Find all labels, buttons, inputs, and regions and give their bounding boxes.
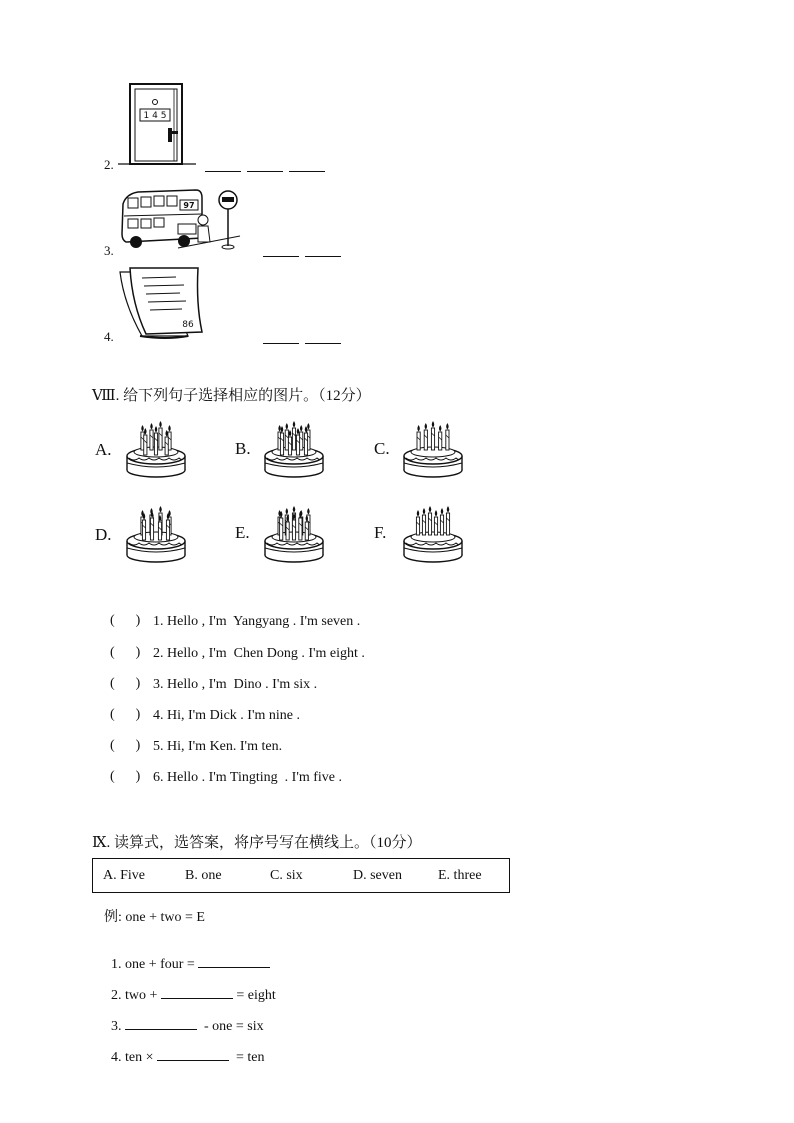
candle-flame xyxy=(417,425,420,432)
answer-blank[interactable] xyxy=(205,171,241,172)
candle-flame xyxy=(432,421,435,428)
candle xyxy=(446,513,449,535)
equation-1: 1. one + four = xyxy=(104,937,270,973)
equation-answer-blank[interactable] xyxy=(157,1046,229,1061)
candle-flame xyxy=(286,423,289,430)
candle-flame xyxy=(307,508,310,515)
candle xyxy=(296,435,299,455)
candle xyxy=(292,520,295,540)
candle xyxy=(165,437,168,455)
answer-blank[interactable] xyxy=(305,343,341,344)
candle xyxy=(159,428,162,450)
candle xyxy=(422,515,425,535)
example-equation: 例: one + two = E xyxy=(104,910,205,925)
candle xyxy=(446,430,449,450)
candle xyxy=(431,428,434,450)
equation-answer-blank[interactable] xyxy=(198,953,270,968)
option-label-b: B. xyxy=(235,439,251,458)
bus-picture xyxy=(118,186,243,252)
candle-flame xyxy=(297,428,300,435)
answer-blank[interactable] xyxy=(263,256,299,257)
candle xyxy=(428,513,431,535)
bus-route-number: 97 xyxy=(183,201,195,210)
candle-flame xyxy=(417,510,420,517)
answer-paren[interactable]: ( ) xyxy=(110,645,141,660)
candle xyxy=(424,430,427,450)
equation-answer-blank[interactable] xyxy=(161,984,233,999)
candle xyxy=(434,517,437,535)
candle xyxy=(142,520,145,540)
question-sentence: 6. Hello . I'm Tingting . I'm five . xyxy=(153,770,342,785)
question-sentence: 5. Hi, I'm Ken. I'm ten. xyxy=(153,739,283,754)
candle xyxy=(150,430,153,450)
section-9-title: Ⅸ. 读算式，选答案，将序号写在横线上。（10分） xyxy=(92,835,422,851)
candle-flame xyxy=(168,425,171,432)
candle-flame xyxy=(307,423,310,430)
candle-flame xyxy=(447,506,450,513)
choice-a: A. Five xyxy=(103,868,145,883)
question-sentence: 3. Hello , I'm Dino . I'm six . xyxy=(153,677,318,692)
candle xyxy=(439,432,442,450)
cake-picture-e[interactable] xyxy=(262,503,326,570)
choice-c: C. six xyxy=(270,868,303,883)
candle-flame xyxy=(441,508,444,515)
question-sentence: 2. Hello , I'm Chen Dong . I'm eight . xyxy=(153,646,365,661)
equation-4: 4. ten × = ten xyxy=(104,1030,265,1066)
equation-3: 3. - one = six xyxy=(104,999,264,1035)
candle-flame xyxy=(435,510,438,517)
candle xyxy=(154,433,157,455)
item-number-4: 4. xyxy=(104,329,114,344)
candle xyxy=(150,518,153,540)
candle xyxy=(158,522,161,540)
candle xyxy=(299,518,302,540)
option-label-c: C. xyxy=(374,439,390,458)
cake-picture-c[interactable] xyxy=(401,418,465,485)
equation-2: 2. two + = eight xyxy=(104,968,276,1004)
candle xyxy=(286,522,289,540)
candle-flame xyxy=(278,425,281,432)
equation-answer-blank[interactable] xyxy=(125,1015,197,1030)
candle xyxy=(417,432,420,450)
candle xyxy=(280,518,283,540)
answer-paren[interactable]: ( ) xyxy=(110,613,141,628)
candle xyxy=(300,432,303,450)
candle-flame xyxy=(293,506,296,513)
answer-paren[interactable]: ( ) xyxy=(110,738,141,753)
candle-flame xyxy=(429,506,432,513)
candle-flame xyxy=(150,423,153,430)
cake-picture-d[interactable] xyxy=(124,503,188,570)
candle-flame xyxy=(423,508,426,515)
cake-picture-f[interactable] xyxy=(401,503,465,570)
answer-paren[interactable]: ( ) xyxy=(110,769,141,784)
candle-flame xyxy=(425,423,428,430)
candle-flame xyxy=(159,506,162,513)
candle xyxy=(144,435,147,455)
book-page-number: 86 xyxy=(182,320,194,330)
answer-blank[interactable] xyxy=(263,343,299,344)
question-sentence: 4. Hi, I'm Dick . I'm nine . xyxy=(153,708,300,723)
candle-flame xyxy=(289,430,292,437)
answer-blank[interactable] xyxy=(247,171,283,172)
candle xyxy=(305,522,308,540)
option-label-e: E. xyxy=(235,523,250,542)
answer-blank[interactable] xyxy=(289,171,325,172)
candle-flame xyxy=(446,423,449,430)
choice-d: D. seven xyxy=(353,868,402,883)
candle-flame xyxy=(155,426,158,433)
candle xyxy=(304,433,307,455)
candle xyxy=(285,430,288,450)
choice-b: B. one xyxy=(185,868,222,883)
answer-blank[interactable] xyxy=(305,256,341,257)
candle xyxy=(280,433,283,455)
book-picture xyxy=(118,264,204,340)
candle xyxy=(416,517,419,535)
candle-flame xyxy=(141,425,144,432)
question-sentence: 1. Hello , I'm Yangyang . I'm seven . xyxy=(153,614,361,629)
candle-flame xyxy=(300,425,303,432)
candle-flame xyxy=(286,508,289,515)
cake-picture-a[interactable] xyxy=(124,418,188,485)
candle xyxy=(166,520,169,540)
option-label-d: D. xyxy=(95,525,112,544)
choice-e: E. three xyxy=(438,868,482,883)
door-picture xyxy=(118,82,198,168)
answer-paren[interactable]: ( ) xyxy=(110,676,141,691)
cake-picture-b[interactable] xyxy=(262,418,326,485)
candle xyxy=(440,515,443,535)
candle-flame xyxy=(439,425,442,432)
option-label-a: A. xyxy=(95,440,112,459)
candle-flame xyxy=(281,426,284,433)
answer-choices-box xyxy=(92,858,510,893)
item-number-3: 3. xyxy=(104,243,114,258)
item-number-2: 2. xyxy=(104,157,114,172)
candle-flame xyxy=(293,421,296,428)
candle xyxy=(288,437,291,455)
candle-flame xyxy=(159,421,162,428)
candle xyxy=(292,428,295,450)
answer-paren[interactable]: ( ) xyxy=(110,707,141,722)
section-8-title: Ⅷ. 给下列句子选择相应的图片。（12分） xyxy=(92,388,371,404)
option-label-f: F. xyxy=(374,523,387,542)
door-sign-number: 1 4 5 xyxy=(143,111,167,121)
